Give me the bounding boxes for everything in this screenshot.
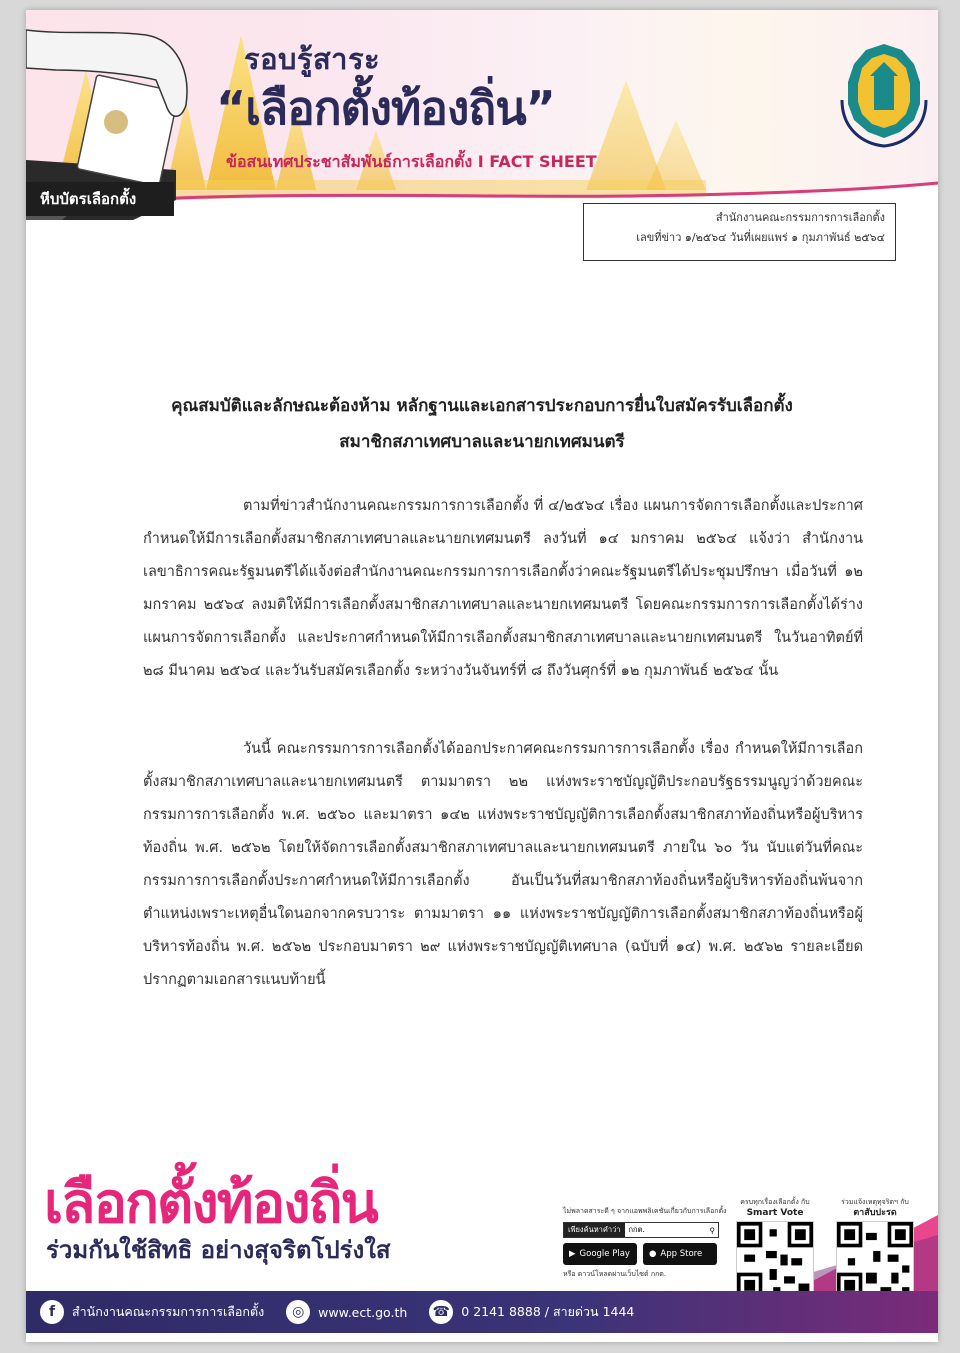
download-caption: ไม่พลาดสาระดี ๆ จากแอพพลิเคชันเกี่ยวกับการเลือกตั้ง bbox=[563, 1207, 727, 1215]
facebook-link[interactable] bbox=[40, 1300, 264, 1324]
document-title-line1: คุณสมบัติและลักษณะต้องห้าม หลักฐานและเอกสารประกอบการยื่นใบสมัครรับเลือกตั้ง bbox=[171, 396, 793, 416]
qr2-caption: ร่วมแจ้งเหตุทุจริตฯ กับ bbox=[841, 1198, 909, 1206]
ect-emblem-logo bbox=[834, 40, 934, 148]
globe-icon: ◎ bbox=[286, 1300, 310, 1324]
qr-code-icon bbox=[836, 1221, 914, 1299]
footer-slogan: ร่วมกันใช้สิทธิ อย่างสุจริตโปร่งใส bbox=[46, 1236, 391, 1264]
info-office: สำนักงานคณะกรรมการการเลือกตั้ง bbox=[715, 211, 885, 224]
google-play-label: Google Play bbox=[579, 1249, 630, 1259]
header-subtitle: ข้อสนเทศประชาสัมพันธ์การเลือกตั้ง I FACT SHEET bbox=[226, 152, 597, 171]
app-store-button[interactable] bbox=[643, 1243, 717, 1265]
header-title: “เลือกตั้งท้องถิ่น” bbox=[216, 81, 555, 135]
qr-code-icon bbox=[736, 1221, 814, 1299]
website-label: www.ect.go.th bbox=[318, 1304, 408, 1320]
search-value: กกต. bbox=[628, 1225, 645, 1234]
phone-icon: ☎ bbox=[429, 1300, 453, 1324]
phone-label: 0 2141 8888 / สายด่วน 1444 bbox=[461, 1304, 635, 1319]
info-news-number: เลขที่ข่าว ๑/๒๕๖๔ วันที่เผยแพร่ ๑ กุมภาพันธ์ ๒๕๖๔ bbox=[636, 231, 885, 244]
download-note: หรือ ดาวน์โหลดผ่านเว็บไซต์ กกต. bbox=[563, 1270, 667, 1278]
header-kicker: รอบรู้สาระ bbox=[244, 42, 381, 76]
paragraph-1: ตามที่ข่าวสำนักงานคณะกรรมการการเลือกตั้ง ที่ ๔/๒๕๖๔ เรื่อง แผนการจัดการเลือกตั้งและประกาศกำหนดให้มีการเลือกตั้งสมาชิกสภาเทศบาลและนายกเทศมนตรี ลงวันที่ ๑๔ มกราคม ๒๕๖๔ แจ้งว่า สำนักงานเลขาธิการคณะรัฐมนตรีได้แจ้งต่อสำนักงานคณะกรรมการการเลือกตั้งว่าคณะรัฐมนตรีได้ประชุมปรึกษา เมื่อวันที่ ๑๒ มกราคม ๒๕๖๔ ลงมติให้มีการเลือกตั้งสมาชิกสภาเทศบาลและนายกเทศมนตรี โดยคณะกรรมการการเลือกตั้งได้ร่างแผนการจัดการเลือกตั้ง และประกาศกำหนดให้มีการเลือกตั้งสมาชิกสภาเทศบาลและนายกเทศมนตรี ในวันอาทิตย์ที่ ๒๘ มีนาคม ๒๕๖๔ และวันรับสมัครเลือกตั้ง ระหว่างวันจันทร์ที่ ๘ ถึงวันศุกร์ที่ ๑๒ กุมภาพันธ์ ๒๕๖๔ นั้น bbox=[143, 498, 863, 679]
footer-campaign-title: เลือกตั้งท้องถิ่น bbox=[44, 1171, 377, 1236]
qr1-caption: ครบทุกเรื่องเลือกตั้ง กับ bbox=[740, 1198, 810, 1206]
app-store-label: App Store bbox=[660, 1249, 703, 1259]
document-title bbox=[26, 388, 938, 460]
document-title-line2: สมาชิกสภาเทศบาลและนายกเทศมนตรี bbox=[339, 432, 625, 452]
qr2-title: ตาสับปะรด bbox=[853, 1208, 897, 1218]
fact-sheet-page bbox=[26, 10, 938, 1342]
website-link[interactable] bbox=[286, 1300, 407, 1324]
search-label: เพียงค้นหาคำว่า bbox=[564, 1223, 625, 1237]
facebook-label: สำนักงานคณะกรรมการการเลือกตั้ง bbox=[72, 1304, 265, 1319]
app-search-hint bbox=[563, 1222, 719, 1238]
google-play-button[interactable] bbox=[563, 1243, 637, 1265]
tasapparod-qr[interactable] bbox=[830, 1197, 920, 1303]
paragraph-2: วันนี้ คณะกรรมการการเลือกตั้งได้ออกประกาศคณะกรรมการการเลือกตั้ง เรื่อง กำหนดให้มีการเลือกตั้งสมาชิกสภาเทศบาลและนายกเทศมนตรี ตามมาตรา ๒๒ แห่งพระราชบัญญัติประกอบรัฐธรรมนูญว่าด้วยคณะกรรมการการเลือกตั้ง พ.ศ. ๒๕๖๐ และมาตรา ๑๔๒ แห่งพระราชบัญญัติการเลือกตั้งสมาชิกสภาท้องถิ่นหรือผู้บริหารท้องถิ่น พ.ศ. ๒๕๖๒ โดยให้จัดการเลือกตั้งสมาชิกสภาเทศบาลและนายกเทศมนตรี ภายใน ๖๐ วัน นับแต่วันที่คณะกรรมการการเลือกตั้งประกาศกำหนดให้มีการเลือกตั้ง อันเป็นวันที่สมาชิกสภาท้องถิ่นหรือผู้บริหารท้องถิ่นพ้นจากตำแหน่งเพราะเหตุอื่นใดนอกจากครบวาระ ตามมาตรา ๑๑ แห่งพระราชบัญญัติการเลือกตั้งสมาชิกสภาท้องถิ่นหรือผู้บริหารท้องถิ่น พ.ศ. ๒๕๖๒ ประกอบมาตรา ๒๙ แห่งพระราชบัญญัติเทศบาล (ฉบับที่ ๑๔) พ.ศ. ๒๕๖๒ รายละเอียดปรากฏตามเอกสารแนบท้ายนี้ bbox=[143, 741, 863, 988]
facebook-icon: f bbox=[40, 1300, 64, 1324]
smart-vote-qr[interactable] bbox=[730, 1197, 820, 1303]
qr1-title: Smart Vote bbox=[746, 1208, 804, 1218]
footer-contact-bar bbox=[26, 1291, 938, 1333]
ballot-box-label: หีบบัตรเลือกตั้ง bbox=[26, 182, 174, 216]
phone-contact[interactable] bbox=[429, 1300, 634, 1324]
news-info-box bbox=[583, 203, 896, 261]
play-icon: ▶ bbox=[569, 1249, 576, 1259]
apple-icon: ● bbox=[649, 1249, 657, 1259]
search-icon: ⚲ bbox=[709, 1225, 715, 1235]
